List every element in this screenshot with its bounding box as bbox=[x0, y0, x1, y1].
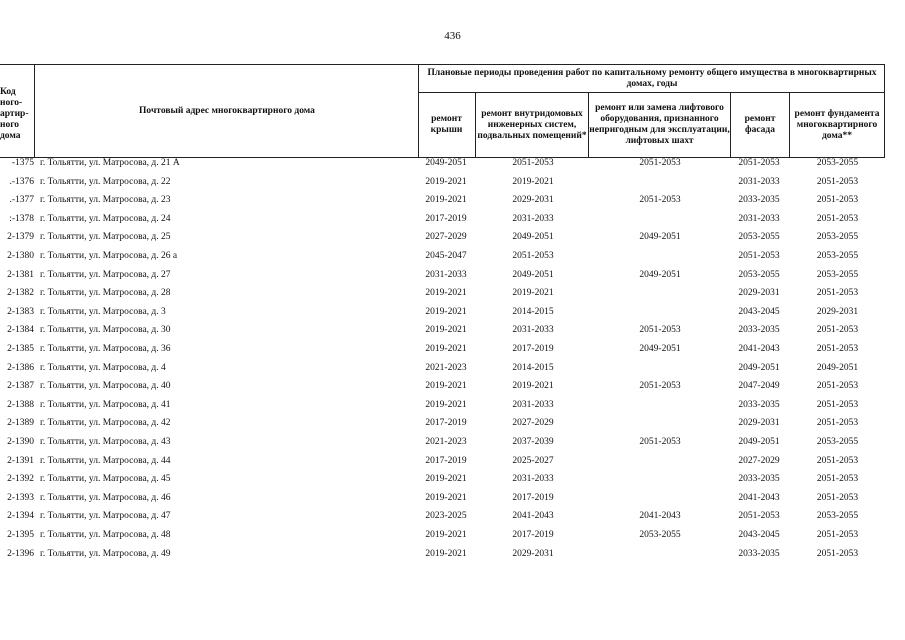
header-code: Код ного-артир-ного дома bbox=[0, 86, 29, 141]
header-lift: ремонт или замена лифтового оборудования, признанного непригодным для эксплуатации, лифтовых шахт bbox=[589, 103, 730, 146]
table-row bbox=[0, 529, 905, 547]
facade-period: 2029-2031 bbox=[738, 288, 780, 299]
house-address: г. Тольятти, ул. Матросова, д. 42 bbox=[40, 418, 171, 429]
house-code: :-1378 bbox=[9, 213, 34, 224]
table-row bbox=[0, 324, 905, 342]
roof-period: 2031-2033 bbox=[425, 269, 467, 280]
table-header bbox=[0, 64, 885, 158]
house-code: 2-1394 bbox=[7, 511, 34, 522]
roof-period: 2019-2021 bbox=[425, 548, 467, 559]
foundation-period: 2051-2053 bbox=[816, 213, 859, 224]
lift-period: 2049-2051 bbox=[639, 232, 681, 243]
table-row bbox=[0, 250, 905, 268]
systems-period: 2051-2053 bbox=[512, 158, 554, 168]
house-code: 2-1382 bbox=[7, 288, 34, 299]
facade-period: 2033-2035 bbox=[738, 195, 780, 206]
foundation-period: 2051-2053 bbox=[816, 195, 859, 206]
header-group: Плановые периоды проведения работ по капитальному ремонту общего имущества в многоквартирных домах, годы bbox=[427, 67, 877, 89]
facade-period: 2033-2035 bbox=[738, 325, 780, 336]
systems-period: 2014-2015 bbox=[512, 306, 554, 317]
table-row bbox=[0, 492, 905, 510]
facade-period: 2033-2035 bbox=[738, 548, 780, 559]
roof-period: 2019-2021 bbox=[425, 325, 467, 336]
systems-period: 2049-2051 bbox=[512, 269, 554, 280]
systems-period: 2031-2033 bbox=[512, 399, 554, 410]
house-code: 2-1387 bbox=[7, 381, 34, 392]
foundation-period: 2053-2055 bbox=[816, 437, 859, 447]
systems-period: 2027-2029 bbox=[512, 418, 554, 429]
header-group-divider bbox=[418, 92, 885, 93]
foundation-period: 2051-2053 bbox=[816, 288, 859, 299]
table-row bbox=[0, 548, 905, 566]
facade-period: 2049-2051 bbox=[738, 437, 780, 447]
house-code: 2-1391 bbox=[7, 455, 34, 466]
roof-period: 2019-2021 bbox=[425, 399, 467, 410]
house-code: 2-1389 bbox=[7, 418, 34, 429]
lift-period: 2051-2053 bbox=[639, 158, 681, 168]
table-row bbox=[0, 306, 905, 324]
roof-period: 2019-2021 bbox=[425, 306, 467, 317]
house-code: 2-1379 bbox=[7, 232, 34, 243]
house-address: г. Тольятти, ул. Матросова, д. 30 bbox=[40, 325, 171, 336]
house-address: г. Тольятти, ул. Матросова, д. 22 bbox=[40, 176, 171, 187]
systems-period: 2051-2053 bbox=[512, 251, 554, 261]
foundation-period: 2053-2055 bbox=[816, 251, 859, 261]
systems-period: 2017-2019 bbox=[512, 530, 554, 540]
table-row bbox=[0, 269, 905, 287]
house-code: 2-1396 bbox=[7, 548, 34, 559]
roof-period: 2021-2023 bbox=[425, 437, 467, 447]
house-code: 2-1390 bbox=[7, 437, 34, 447]
house-address: г. Тольятти, ул. Матросова, д. 41 bbox=[40, 399, 171, 410]
systems-period: 2041-2043 bbox=[512, 511, 554, 522]
systems-period: 2031-2033 bbox=[512, 325, 554, 336]
table-row bbox=[0, 362, 905, 380]
house-address: г. Тольятти, ул. Матросова, д. 43 bbox=[40, 437, 171, 447]
facade-period: 2053-2055 bbox=[738, 232, 780, 243]
foundation-period: 2051-2053 bbox=[816, 548, 859, 559]
roof-period: 2021-2023 bbox=[425, 362, 467, 373]
foundation-period: 2051-2053 bbox=[816, 176, 859, 187]
facade-period: 2027-2029 bbox=[738, 455, 780, 466]
house-address: г. Тольятти, ул. Матросова, д. 3 bbox=[40, 306, 166, 317]
house-code: 2-1395 bbox=[7, 530, 34, 540]
house-address: г. Тольятти, ул. Матросова, д. 36 bbox=[40, 344, 171, 354]
table-row bbox=[0, 287, 905, 305]
systems-period: 2014-2015 bbox=[512, 362, 554, 373]
table-row bbox=[0, 213, 905, 231]
foundation-period: 2053-2055 bbox=[816, 232, 859, 243]
facade-period: 2053-2055 bbox=[738, 269, 780, 280]
house-code: 2-1383 bbox=[7, 306, 34, 317]
facade-period: 2041-2043 bbox=[738, 492, 780, 503]
house-code: .-1377 bbox=[9, 195, 34, 206]
table-row bbox=[0, 194, 905, 212]
systems-period: 2017-2019 bbox=[512, 344, 554, 354]
house-address: г. Тольятти, ул. Матросова, д. 48 bbox=[40, 530, 171, 540]
facade-period: 2043-2045 bbox=[738, 306, 780, 317]
table-row bbox=[0, 455, 905, 473]
house-address: г. Тольятти, ул. Матросова, д. 26 а bbox=[40, 251, 178, 261]
house-address: г. Тольятти, ул. Матросова, д. 46 bbox=[40, 492, 171, 503]
roof-period: 2019-2021 bbox=[425, 381, 467, 392]
table-row bbox=[0, 436, 905, 454]
foundation-period: 2051-2053 bbox=[816, 325, 859, 336]
systems-period: 2025-2027 bbox=[512, 455, 554, 466]
facade-period: 2041-2043 bbox=[738, 344, 780, 354]
house-address: г. Тольятти, ул. Матросова, д. 44 bbox=[40, 455, 171, 466]
house-address: г. Тольятти, ул. Матросова, д. 4 bbox=[40, 362, 166, 373]
foundation-period: 2051-2053 bbox=[816, 492, 859, 503]
house-code: 2-1380 bbox=[7, 251, 34, 261]
foundation-period: 2051-2053 bbox=[816, 381, 859, 392]
house-code: 2-1386 bbox=[7, 362, 34, 373]
roof-period: 2049-2051 bbox=[425, 158, 467, 168]
systems-period: 2017-2019 bbox=[512, 492, 554, 503]
facade-period: 2051-2053 bbox=[738, 251, 780, 261]
header-right-border bbox=[884, 64, 885, 158]
house-address: г. Тольятти, ул. Матросова, д. 40 bbox=[40, 381, 171, 392]
table-row bbox=[0, 231, 905, 249]
roof-period: 2019-2021 bbox=[425, 176, 467, 187]
table-row bbox=[0, 473, 905, 491]
roof-period: 2027-2029 bbox=[425, 232, 467, 243]
page-number: 436 bbox=[444, 30, 461, 42]
header-roof: ремонт крыши bbox=[430, 114, 463, 135]
table-row bbox=[0, 417, 905, 435]
foundation-period: 2049-2051 bbox=[816, 362, 859, 373]
facade-period: 2051-2053 bbox=[738, 158, 780, 168]
facade-period: 2049-2051 bbox=[738, 362, 780, 373]
house-address: г. Тольятти, ул. Матросова, д. 23 bbox=[40, 195, 171, 206]
header-systems: ремонт внутридомовых инженерных систем, подвальных помещений* bbox=[477, 108, 587, 141]
house-code: 2-1393 bbox=[7, 492, 34, 503]
lift-period: 2051-2053 bbox=[639, 437, 681, 447]
foundation-period: 2051-2053 bbox=[816, 418, 859, 429]
lift-period: 2051-2053 bbox=[639, 325, 681, 336]
lift-period: 2053-2055 bbox=[639, 530, 681, 540]
roof-period: 2019-2021 bbox=[425, 288, 467, 299]
house-address: г. Тольятти, ул. Матросова, д. 24 bbox=[40, 213, 171, 224]
roof-period: 2045-2047 bbox=[425, 251, 467, 261]
house-code: 2-1381 bbox=[7, 269, 34, 280]
systems-period: 2019-2021 bbox=[512, 288, 554, 299]
foundation-period: 2053-2055 bbox=[816, 511, 859, 522]
table-row bbox=[0, 399, 905, 417]
systems-period: 2019-2021 bbox=[512, 176, 554, 187]
house-code: .-1376 bbox=[9, 176, 34, 187]
roof-period: 2019-2021 bbox=[425, 492, 467, 503]
foundation-period: 2051-2053 bbox=[816, 530, 859, 540]
house-address: г. Тольятти, ул. Матросова, д. 25 bbox=[40, 232, 171, 243]
roof-period: 2017-2019 bbox=[425, 455, 467, 466]
facade-period: 2051-2053 bbox=[738, 511, 780, 522]
house-code: 2-1388 bbox=[7, 399, 34, 410]
foundation-period: 2051-2053 bbox=[816, 474, 859, 485]
lift-period: 2051-2053 bbox=[639, 381, 681, 392]
house-code: 2-1385 bbox=[7, 344, 34, 354]
roof-period: 2019-2021 bbox=[425, 530, 467, 540]
header-foundation: ремонт фундамента многоквартирного дома** bbox=[794, 108, 880, 141]
table-row bbox=[0, 343, 905, 361]
roof-period: 2019-2021 bbox=[425, 474, 467, 485]
lift-period: 2049-2051 bbox=[639, 269, 681, 280]
header-col-divider-code bbox=[34, 64, 35, 158]
facade-period: 2043-2045 bbox=[738, 530, 780, 540]
foundation-period: 2051-2053 bbox=[816, 455, 859, 466]
foundation-period: 2051-2053 bbox=[816, 344, 859, 354]
house-address: г. Тольятти, ул. Матросова, д. 45 bbox=[40, 474, 171, 485]
systems-period: 2031-2033 bbox=[512, 213, 554, 224]
table-row bbox=[0, 176, 905, 194]
table-row bbox=[0, 380, 905, 398]
foundation-period: 2053-2055 bbox=[816, 158, 859, 168]
roof-period: 2017-2019 bbox=[425, 418, 467, 429]
house-address: г. Тольятти, ул. Матросова, д. 47 bbox=[40, 511, 171, 522]
house-address: г. Тольятти, ул. Матросова, д. 27 bbox=[40, 269, 171, 280]
header-address: Почтовый адрес многоквартирного дома bbox=[139, 105, 315, 116]
table-row bbox=[0, 510, 905, 528]
roof-period: 2017-2019 bbox=[425, 213, 467, 224]
house-code: -1375 bbox=[11, 158, 34, 168]
systems-period: 2031-2033 bbox=[512, 474, 554, 485]
facade-period: 2029-2031 bbox=[738, 418, 780, 429]
systems-period: 2029-2031 bbox=[512, 548, 554, 559]
roof-period: 2023-2025 bbox=[425, 511, 467, 522]
systems-period: 2049-2051 bbox=[512, 232, 554, 243]
systems-period: 2029-2031 bbox=[512, 195, 554, 206]
systems-period: 2019-2021 bbox=[512, 381, 554, 392]
house-address: г. Тольятти, ул. Матросова, д. 21 А bbox=[40, 158, 180, 168]
house-address: г. Тольятти, ул. Матросова, д. 49 bbox=[40, 548, 171, 559]
systems-period: 2037-2039 bbox=[512, 437, 554, 447]
house-code: 2-1384 bbox=[7, 325, 34, 336]
facade-period: 2033-2035 bbox=[738, 399, 780, 410]
table-row bbox=[0, 157, 905, 175]
foundation-period: 2051-2053 bbox=[816, 399, 859, 410]
facade-period: 2033-2035 bbox=[738, 474, 780, 485]
lift-period: 2051-2053 bbox=[639, 195, 681, 206]
foundation-period: 2029-2031 bbox=[816, 306, 859, 317]
house-code: 2-1392 bbox=[7, 474, 34, 485]
lift-period: 2041-2043 bbox=[639, 511, 681, 522]
facade-period: 2031-2033 bbox=[738, 213, 780, 224]
roof-period: 2019-2021 bbox=[425, 195, 467, 206]
house-address: г. Тольятти, ул. Матросова, д. 28 bbox=[40, 288, 171, 299]
roof-period: 2019-2021 bbox=[425, 344, 467, 354]
foundation-period: 2053-2055 bbox=[816, 269, 859, 280]
facade-period: 2047-2049 bbox=[738, 381, 780, 392]
header-facade: ремонт фасада bbox=[744, 114, 776, 135]
facade-period: 2031-2033 bbox=[738, 176, 780, 187]
lift-period: 2049-2051 bbox=[639, 344, 681, 354]
